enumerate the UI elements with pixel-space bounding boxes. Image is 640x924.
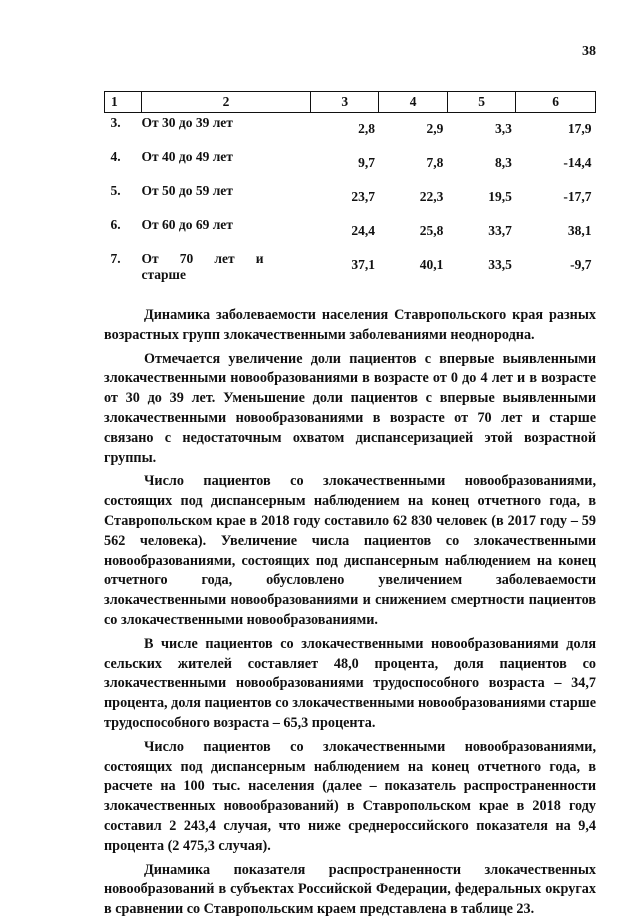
table-header-row (105, 92, 596, 113)
cell-value: 2,9 (426, 121, 444, 136)
cell-value: -17,7 (563, 188, 592, 204)
paragraph: Динамика заболеваемости населения Ставропольского края разных возрастных групп злокачественными заболеваниями неоднородна. (104, 307, 596, 343)
paragraph: Число пациентов со злокачественными новообразованиями, состоящих под диспансерным наблюдением на конец отчетного года, в расчете на 100 тыс. населения (далее – показатель распространенности злокачественных новообразований) в Ставропольском крае в 2018 году составил 2 243,4 случая, что ниже среднероссийского показателя на 9,4 процента (2 475,3 случая). (104, 738, 596, 854)
cell-value: 19,5 (488, 188, 512, 204)
table-header-cell: 4 (379, 92, 447, 113)
table-header-cell: 6 (516, 92, 596, 113)
row-index: 6. (110, 216, 121, 232)
cell-value: 22,3 (419, 188, 444, 204)
table-row (105, 215, 596, 249)
row-index: 4. (110, 148, 121, 164)
paragraph: В числе пациентов со злокачественными новообразованиями доля сельских жителей составляет 48,0 процента, доля пациентов со злокачественными новообразованиями трудоспособного возраста – 34,7 процента, доля пациентов со злокачественными новообразованиями старше трудоспособного возраста – 65,3 процента. (104, 635, 596, 731)
row-label-line2: старше (141, 266, 186, 282)
row-label-word: лет (214, 250, 235, 266)
cell-value: 33,5 (488, 256, 512, 272)
row-label: От 50 до 59 лет (141, 182, 233, 198)
cell-value: 37,1 (351, 256, 375, 272)
row-label: От 40 до 49 лет (141, 148, 233, 164)
cell-value: 3,3 (494, 121, 512, 136)
cell-value: 33,7 (488, 222, 512, 238)
row-index: 3. (110, 115, 121, 130)
table-row (105, 181, 596, 215)
cell-value: 23,7 (351, 188, 375, 204)
cell-value: 2,8 (358, 121, 375, 136)
paragraph: Отмечается увеличение доли пациентов с впервые выявленными злокачественными новообразованиями в возрасте от 0 до 4 лет и в возрасте от 30 до 39 лет. Уменьшение доли пациентов с впервые выявленными злокачественными новообразованиями в возрасте от 70 лет и старше связано с недостаточным охватом диспансеризацией этой возрастной группы. (104, 350, 596, 466)
table-header-cell: 3 (311, 92, 379, 113)
cell-value: 9,7 (358, 154, 375, 170)
cell-value: 25,8 (419, 222, 444, 238)
cell-value: 7,8 (426, 154, 444, 170)
paragraph: Число пациентов со злокачественными новообразованиями, состоящих под диспансерным наблюдением на конец отчетного года, в Ставропольском крае в 2018 году составило 62 830 человек (в 2017 году – 59 562 человека). Увеличение числа пациентов со злокачественными новообразованиями, состоящих под диспансерным наблюдением на конец отчетного года, обусловлено увеличением заболеваемости злокачественными новообразованиями и снижением смертности пациентов со злокачественными новообразованиями. (104, 473, 596, 628)
table-header-cell: 2 (142, 92, 311, 113)
cell-value: 17,9 (567, 121, 592, 136)
body-text (104, 306, 596, 924)
table-row (105, 113, 596, 147)
table-row (105, 249, 596, 283)
row-label: От 30 до 39 лет (141, 115, 233, 130)
row-label-word: От (141, 250, 159, 266)
row-index: 7. (110, 250, 121, 266)
row-label: От 60 до 69 лет (141, 216, 233, 232)
cell-value: 38,1 (567, 222, 592, 238)
row-label (142, 249, 311, 283)
table-row (105, 147, 596, 181)
paragraph: Динамика показателя распространенности злокачественных новообразований в субъектах Российской Федерации, федеральных округах в сравнении со Ставропольским краем представлена в таблице 23. (104, 861, 596, 918)
row-index: 5. (110, 182, 121, 198)
cell-value: 40,1 (419, 256, 444, 272)
cell-value: -9,7 (570, 256, 592, 272)
cell-value: 24,4 (351, 222, 375, 238)
table-header-cell: 1 (105, 92, 142, 113)
age-group-table (104, 91, 596, 283)
row-label-word: и (255, 250, 264, 266)
cell-value: -14,4 (563, 154, 592, 170)
row-label-word: 70 (179, 250, 194, 266)
cell-value: 8,3 (494, 154, 512, 170)
page-number: 38 (582, 44, 596, 59)
table-header-cell: 5 (447, 92, 515, 113)
